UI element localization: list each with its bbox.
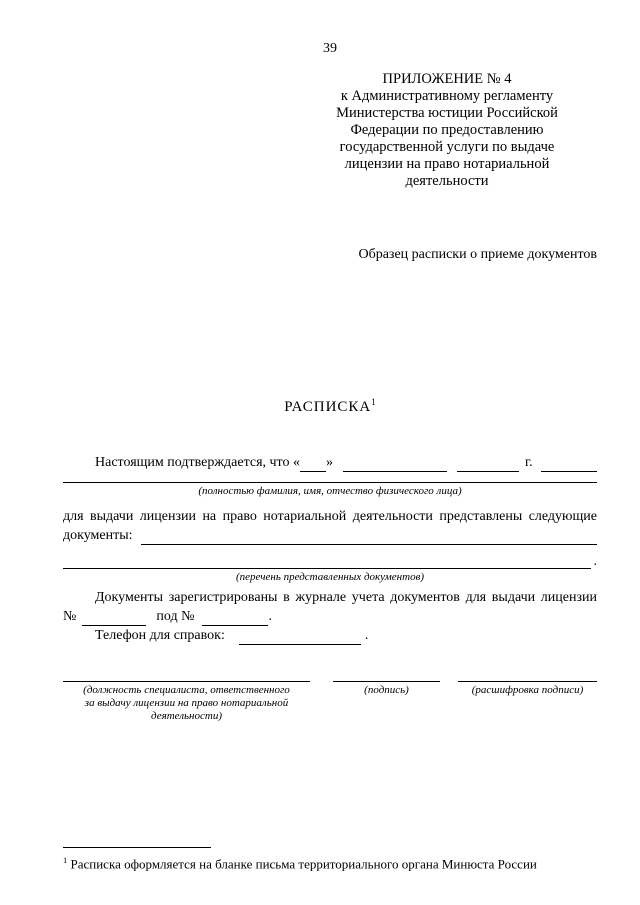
- phone-label: Телефон для справок:: [95, 628, 225, 643]
- signature-name-caption: (расшифровка подписи): [471, 684, 584, 696]
- signature-position-caption: (должность специалиста, ответственного за выдачу лицензии на право нотариальной деятельности): [83, 684, 290, 722]
- documents-line: [63, 526, 597, 545]
- signature-sign-field: [333, 681, 440, 723]
- confirmation-prefix: Настоящим подтверждается, что «: [95, 455, 300, 470]
- blank-year-field: [457, 469, 519, 472]
- footnote-marker: 1: [63, 855, 68, 865]
- appendix-header-line: государственной услуги по выдаче: [339, 139, 555, 155]
- journal-number-line: [63, 607, 597, 626]
- blank-day-field: [300, 469, 326, 472]
- footnote-block: [63, 847, 597, 872]
- blank-documents-field: [141, 542, 597, 545]
- blank-phone-field: [239, 642, 361, 645]
- confirmation-line: [63, 453, 597, 472]
- appendix-header-line: ПРИЛОЖЕНИЕ № 4: [382, 71, 512, 87]
- phone-period: .: [364, 628, 369, 643]
- page-number: 39: [323, 41, 337, 56]
- footnote-text-line: [63, 852, 597, 872]
- blank-fullname-field: [63, 472, 597, 483]
- purpose-line: для выдачи лицензии на право нотариальной деятельности представлены следующие: [63, 509, 597, 524]
- footnote-text: Расписка оформляется на бланке письма территориального органа Минюста России: [70, 856, 537, 872]
- blank-documents-list-field: [63, 555, 597, 569]
- signature-spacer: [440, 681, 458, 723]
- documents-caption: (перечень представленных документов): [235, 571, 425, 583]
- document-title-text: РАСПИСКА: [284, 399, 372, 415]
- year-abbreviation: г.: [525, 455, 533, 470]
- appendix-header-line: Министерства юстиции Российской: [336, 105, 558, 121]
- documents-list-line: [63, 566, 591, 569]
- signature-position-field: [63, 681, 310, 723]
- footnote-separator: [63, 847, 211, 849]
- appendix-header-line: лицензии на право нотариальной: [344, 156, 550, 172]
- registered-line: Документы зарегистрированы в журнале учета документов для выдачи лицензии: [95, 590, 597, 605]
- number-sign: №: [63, 609, 77, 624]
- appendix-header-line: Федерации по предоставлению: [350, 122, 544, 138]
- documents-list-period: .: [593, 554, 597, 569]
- signature-sign-caption: (подпись): [364, 684, 409, 696]
- signature-block: [63, 681, 597, 723]
- appendix-header-line: деятельности: [405, 173, 489, 189]
- sample-receipt-label: Образец расписки о приеме документов: [358, 247, 597, 262]
- appendix-header: [297, 71, 597, 190]
- under-number-label: под №: [156, 609, 195, 624]
- phone-line: [63, 626, 597, 645]
- fullname-caption: (полностью фамилия, имя, отчество физического лица): [198, 485, 462, 497]
- blank-month-field: [343, 469, 447, 472]
- quote-close: »: [326, 455, 333, 470]
- documents-label: документы:: [63, 528, 133, 543]
- document-title: [63, 393, 597, 417]
- number-line-period: .: [268, 609, 272, 624]
- signature-name-field: [458, 681, 597, 723]
- blank-fullname-start-field: [541, 469, 597, 472]
- appendix-header-line: к Административному регламенту: [340, 88, 554, 104]
- title-footnote-marker: 1: [371, 397, 376, 407]
- signature-spacer: [310, 681, 333, 723]
